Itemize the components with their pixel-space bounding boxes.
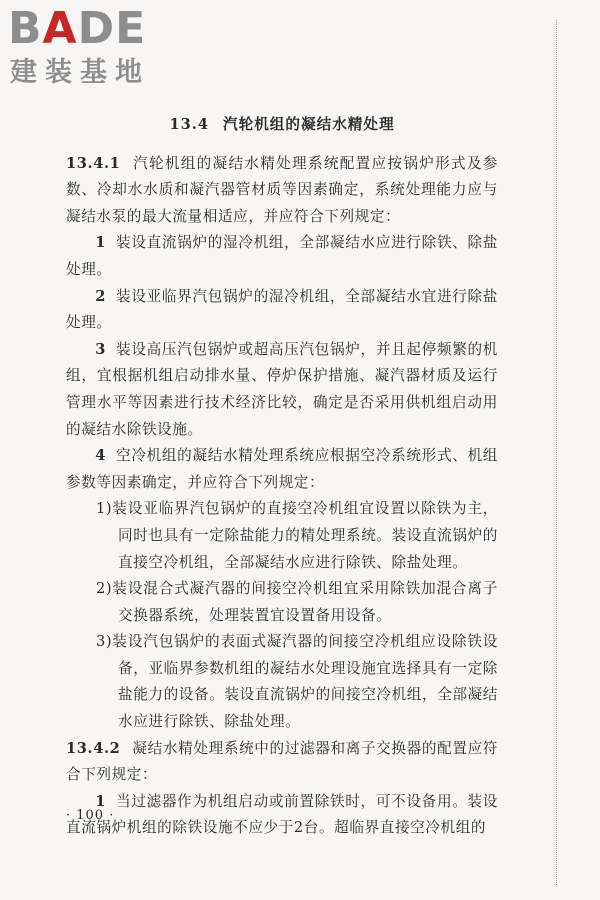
page-number: · 100 · — [66, 808, 115, 823]
clause-text: 凝结水精处理系统中的过滤器和离子交换器的配置应符合下列规定： — [66, 739, 498, 784]
list-item — [66, 337, 498, 443]
item-text: 当过滤器作为机组启动或前置除铁时，可不设备用。装设直流锅炉机组的除铁设施不应少于2台。超临界直接空冷机组的 — [66, 792, 498, 837]
item-number: 1 — [95, 792, 106, 810]
clause-13-4-1 — [66, 151, 498, 231]
item-number: 3 — [95, 340, 106, 358]
section-heading — [66, 112, 498, 139]
page-body — [66, 112, 498, 842]
sub-item-text: 装设混合式凝汽器的间接空冷机组宜采用除铁加混合离子交换器系统，处理装置宜设置备用设备。 — [112, 580, 498, 624]
item-text: 装设高压汽包锅炉或超高压汽包锅炉，并且起停频繁的机组，宜根据机组启动排水量、停炉保护措施、凝汽器材质及运行管理水平等因素进行技术经济比较，确定是否采用供机组启动用的凝结水除铁设施。 — [66, 340, 498, 438]
list-item — [66, 230, 498, 283]
item-number: 2 — [95, 287, 106, 305]
list-item — [66, 443, 498, 496]
list-item — [66, 284, 498, 337]
section-number: 13.4 — [169, 116, 209, 133]
clause-text: 汽轮机组的凝结水精处理系统配置应按锅炉形式及参数、冷却水水质和凝汽器管材质等因素确定，系统处理能力应与凝结水泵的最大流量相适应，并应符合下列规定： — [66, 154, 498, 225]
clause-13-4-2 — [66, 736, 498, 789]
sub-item-text: 装设亚临界汽包锅炉的直接空冷机组宜设置以除铁为主，同时也具有一定除盐能力的精处理系统。装设直流锅炉的直接空冷机组，全部凝结水应进行除铁、除盐处理。 — [112, 500, 498, 571]
item-text: 装设直流锅炉的湿冷机组，全部凝结水应进行除铁、除盐处理。 — [66, 234, 498, 278]
item-text: 装设亚临界汽包锅炉的湿冷机组，全部凝结水宜进行除盐处理。 — [66, 287, 498, 332]
binding-margin-line — [556, 20, 557, 885]
clause-number: 13.4.2 — [66, 739, 121, 757]
logo-subtitle: 建装基地 — [10, 57, 150, 88]
sub-item-number: 3) — [96, 633, 113, 651]
item-number: 4 — [95, 447, 106, 465]
item-number: 1 — [95, 234, 106, 252]
item-text: 空冷机组的凝结水精处理系统应根据空冷系统形式、机组参数等因素确定，并应符合下列规定： — [66, 447, 498, 491]
watermark-logo — [8, 4, 178, 96]
section-title: 汽轮机组的凝结水精处理 — [223, 116, 395, 133]
sub-item — [66, 496, 498, 576]
sub-item — [66, 629, 498, 735]
sub-item — [66, 576, 498, 629]
sub-item-text: 装设汽包锅炉的表面式凝汽器的间接空冷机组应设除铁设备，亚临界参数机组的凝结水处理设施宜选择具有一定除盐能力的设备。装设直流锅炉的间接空冷机组，全部凝结水应进行除铁、除盐处理。 — [112, 633, 498, 731]
list-item — [66, 789, 498, 842]
logo-wordmark: BADE — [8, 3, 147, 54]
sub-item-number: 2) — [96, 580, 113, 598]
clause-number: 13.4.1 — [66, 154, 121, 172]
sub-item-number: 1) — [96, 500, 113, 518]
